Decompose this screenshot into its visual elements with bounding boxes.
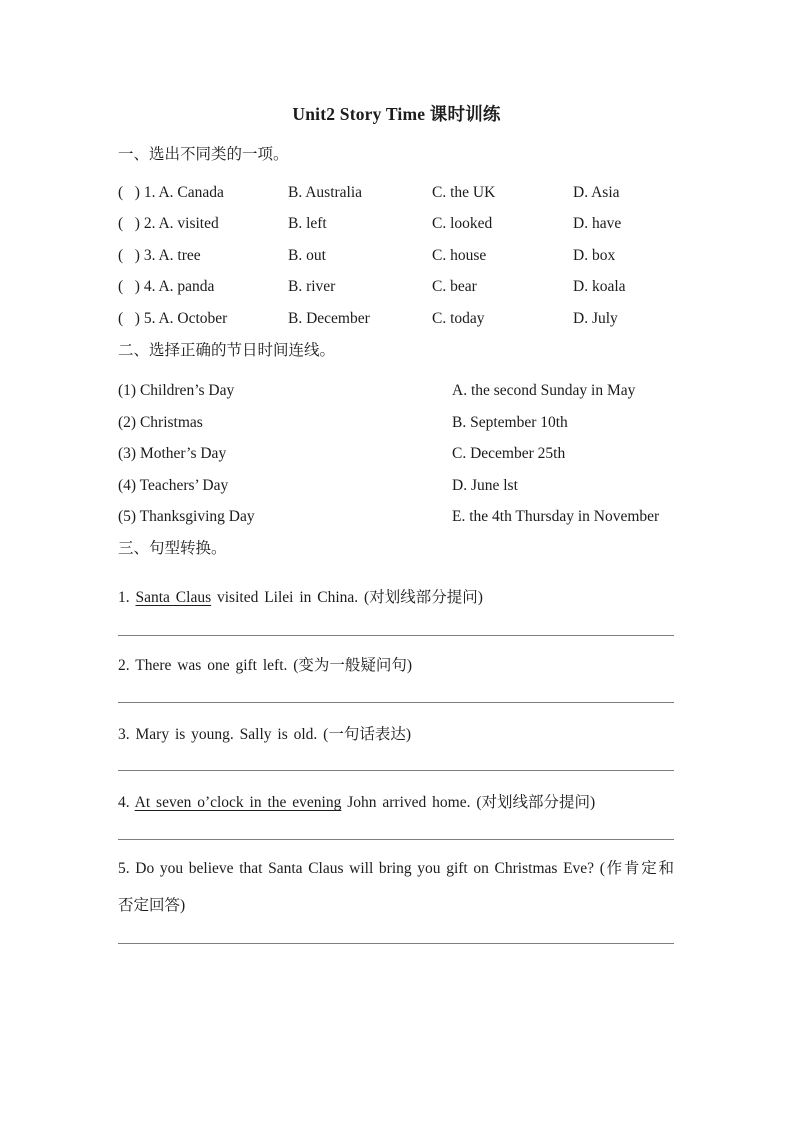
underlined-phrase: At seven o’clock in the evening <box>134 794 342 811</box>
mc-option: C. today <box>432 309 485 327</box>
match-left: (4) Teachers’ Day <box>118 476 229 494</box>
question-text: visited Lilei in China. (对划线部分提问) <box>211 589 483 606</box>
mc-option: B. left <box>288 215 327 233</box>
answer-blank-line <box>118 635 674 636</box>
page-title: Unit2 Story Time 课时训练 <box>292 104 501 124</box>
mc-option: ( ) 3. A. tree <box>118 246 201 264</box>
section3-heading: 三、句型转换。 <box>118 540 227 557</box>
answer-blank-line <box>118 943 674 944</box>
matching-list <box>118 382 674 540</box>
question-4 <box>118 794 674 812</box>
mc-option: ( ) 1. A. Canada <box>118 184 224 201</box>
mc-option: ( ) 2. A. visited <box>118 215 219 233</box>
match-right: A. the second Sunday in May <box>452 382 636 399</box>
mc-option: C. house <box>432 246 487 264</box>
answer-blank-line <box>118 702 674 703</box>
mc-option: ( ) 5. A. October <box>118 309 228 327</box>
mc-option: D. July <box>573 309 618 327</box>
match-left: (3) Mother’s Day <box>118 445 227 462</box>
match-left: (5) Thanksgiving Day <box>118 508 255 525</box>
question-number: 4. <box>118 794 135 811</box>
match-left: (1) Children’s Day <box>118 382 235 399</box>
multiple-choice-list <box>118 184 674 341</box>
question-5-line2: 否定回答) <box>118 897 186 914</box>
answer-blank-line <box>118 839 674 840</box>
match-right: E. the 4th Thursday in November <box>452 508 660 525</box>
underlined-phrase: Santa Claus <box>135 589 212 606</box>
question-5-line1: 5. Do you believe that Santa Claus will bring you gift on Christmas Eve? (作肯定和 <box>118 860 674 877</box>
mc-option: B. Australia <box>288 184 363 201</box>
match-left: (2) Christmas <box>118 413 203 431</box>
mc-option: B. river <box>288 278 336 296</box>
mc-option: ( ) 4. A. panda <box>118 278 215 296</box>
mc-option: D. koala <box>573 278 626 296</box>
mc-option: B. December <box>288 309 370 327</box>
answer-blank-line <box>118 770 674 771</box>
mc-option: D. have <box>573 215 622 233</box>
section1-heading: 一、选出不同类的一项。 <box>118 146 289 163</box>
mc-option: D. box <box>573 246 616 264</box>
question-2: 2. There was one gift left. (变为一般疑问句) <box>118 657 413 674</box>
mc-option: C. looked <box>432 215 493 233</box>
match-right: D. June lst <box>452 476 518 494</box>
mc-option: D. Asia <box>573 184 620 201</box>
mc-option: B. out <box>288 246 326 264</box>
mc-option: C. the UK <box>432 184 496 201</box>
section2-heading: 二、选择正确的节日时间连线。 <box>118 342 336 359</box>
question-text: John arrived home. (对划线部分提问) <box>341 794 596 811</box>
question-number: 1. <box>118 589 136 606</box>
question-1 <box>118 589 674 607</box>
mc-option: C. bear <box>432 278 477 296</box>
match-right: B. September 10th <box>452 413 568 431</box>
question-3: 3. Mary is young. Sally is old. (一句话表达) <box>118 726 411 743</box>
match-right: C. December 25th <box>452 445 566 462</box>
